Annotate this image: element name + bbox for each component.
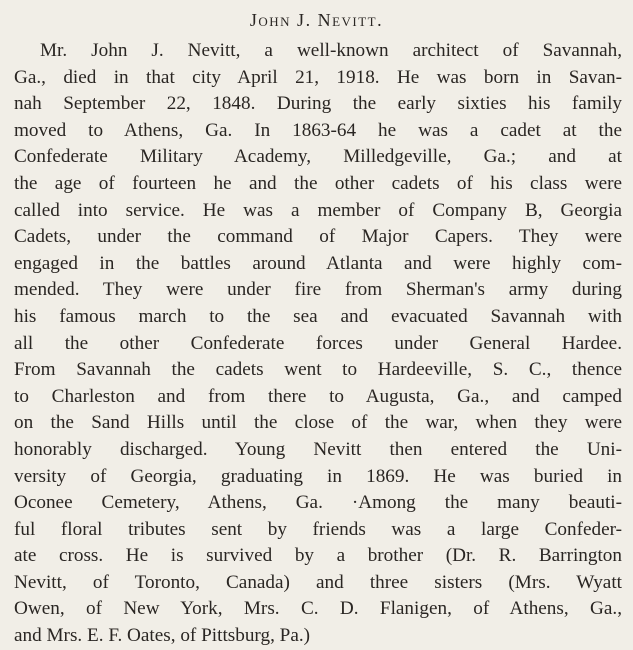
text-line: mended. They were under fire from Sherman's army during xyxy=(14,279,622,301)
article-heading: John J. Nevitt. xyxy=(249,10,384,30)
text-line: ful floral tributes sent by friends was a large Confeder- xyxy=(14,518,622,540)
text-line: all the other Confederate forces under General Hardee. xyxy=(14,332,622,354)
text-line: Oconee Cemetery, Athens, Ga. ·Among the many beauti- xyxy=(14,492,622,514)
text-line: Cadets, under the command of Major Capers. They were xyxy=(14,226,622,248)
text-line: From Savannah the cadets went to Hardeeville, S. C., thence xyxy=(14,359,622,381)
text-line: on the Sand Hills until the close of the war, when they were xyxy=(14,412,622,434)
text-line: Mr. John J. Nevitt, a well-known architect of Savannah, xyxy=(40,40,622,61)
text-line: Confederate Military Academy, Milledgeville, Ga.; and at xyxy=(14,146,622,168)
text-line: nah September 22, 1848. During the early sixties his family xyxy=(14,93,622,115)
text-line: called into service. He was a member of Company B, Georgia xyxy=(14,199,622,221)
article-body xyxy=(14,38,622,650)
text-line: Nevitt, of Toronto, Canada) and three sisters (Mrs. Wyatt xyxy=(14,571,622,593)
text-line: and Mrs. E. F. Oates, of Pittsburg, Pa.) xyxy=(14,625,311,647)
text-line: honorably discharged. Young Nevitt then entered the Uni- xyxy=(14,438,622,460)
text-line: engaged in the battles around Atlanta and were highly com- xyxy=(14,252,622,274)
text-line: Owen, of New York, Mrs. C. D. Flanigen, of Athens, Ga., xyxy=(14,598,622,620)
text-line: ate cross. He is survived by a brother (Dr. R. Barrington xyxy=(14,545,622,567)
text-line: the age of fourteen he and the other cadets of his class were xyxy=(14,172,622,194)
text-line: versity of Georgia, graduating in 1869. He was buried in xyxy=(14,465,622,487)
text-line: moved to Athens, Ga. In 1863-64 he was a cadet at the xyxy=(14,119,622,141)
text-line: his famous march to the sea and evacuated Savannah with xyxy=(14,305,622,327)
text-line: to Charleston and from there to Augusta, Ga., and camped xyxy=(14,385,622,407)
text-line: Ga., died in that city April 21, 1918. He was born in Savan- xyxy=(14,66,622,88)
